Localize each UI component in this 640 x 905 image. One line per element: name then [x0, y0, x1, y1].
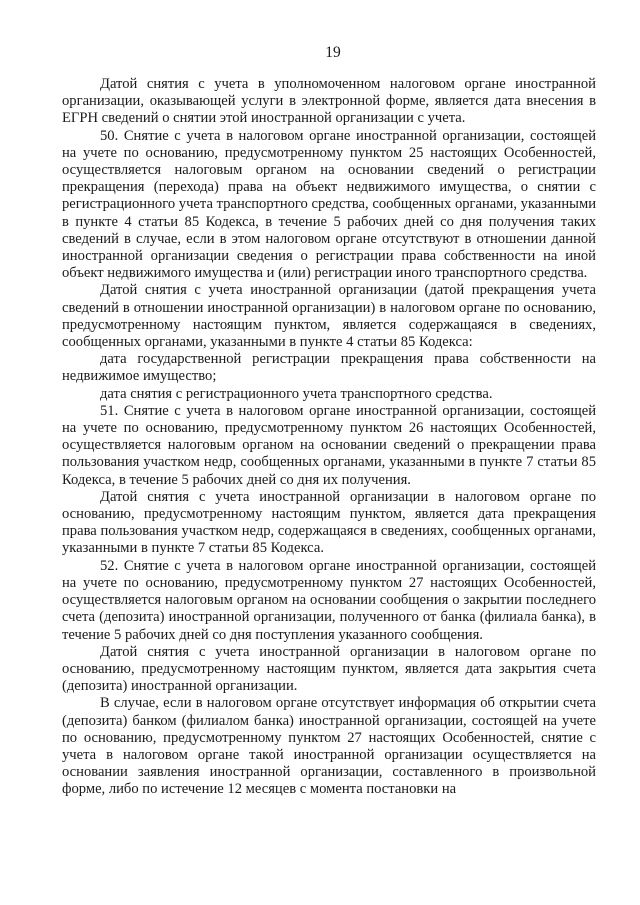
paragraph: Датой снятия с учета иностранной организации в налоговом органе по основанию, предусмотренному настоящим пунктом, является дата прекращения права пользования участком недр, содержащаяся в сведениях, сообщенных органами, указанными в пункте 7 статьи 85 Кодекса.: [62, 488, 596, 557]
paragraph: Датой снятия с учета иностранной организации (датой прекращения учета сведений в отношении иностранной организации) в налоговом органе по основанию, предусмотренному настоящим пунктом, является содержащаяся в сведениях, сообщенных органами, указанными в пункте 4 статьи 85 Кодекса:: [62, 282, 596, 351]
paragraph: дата снятия с регистрационного учета транспортного средства.: [100, 385, 493, 402]
paragraph: дата государственной регистрации прекращения права собственности на недвижимое имущество;: [62, 351, 596, 385]
document-body: [62, 76, 596, 799]
page-number: 19: [325, 44, 341, 61]
paragraph: Датой снятия с учета иностранной организации в налоговом органе по основанию, предусмотренному настоящим пунктом, является дата закрытия счета (депозита) иностранной организации.: [62, 643, 596, 695]
paragraph: 50. Снятие с учета в налоговом органе иностранной организации, состоящей на учете по основанию, предусмотренному пунктом 25 настоящих Особенностей, осуществляется налоговым органом на основании сведений о регистрации прекращения (перехода) права на объект недвижимого имущества, о снятии с регистрационного учета транспортного средства, сообщенных органами, указанными в пункте 4 статьи 85 Кодекса, в течение 5 рабочих дней со дня получения таких сведений в случае, если в этом налоговом органе отсутствуют в отношении данной иностранной организации сведения о регистрации права собственности на иной объект недвижимого имущества и (или) регистрации иного транспортного средства.: [62, 127, 596, 282]
paragraph: 52. Снятие с учета в налоговом органе иностранной организации, состоящей на учете по основанию, предусмотренному пунктом 27 настоящих Особенностей, осуществляется налоговым органом на основании сообщения о закрытии последнего счета (депозита) иностранной организации, полученного от банка (филиала банка), в течение 5 рабочих дней со дня поступления указанного сообщения.: [62, 557, 596, 643]
paragraph: Датой снятия с учета в уполномоченном налоговом органе иностранной организации, оказывающей услуги в электронной форме, является дата внесения в ЕГРН сведений о снятии этой иностранной организации с учета.: [62, 76, 596, 127]
paragraph: В случае, если в налоговом органе отсутствует информация об открытии счета (депозита) банком (филиалом банка) иностранной организации, состоящей на учете по основанию, предусмотренному пунктом 27 настоящих Особенностей, снятие с учета в налоговом органе такой иностранной организации осуществляется на основании заявления иностранной организации, составленного в произвольной форме, либо по истечение 12 месяцев с момента постановки на: [62, 695, 596, 798]
paragraph: 51. Снятие с учета в налоговом органе иностранной организации, состоящей на учете по основанию, предусмотренному пунктом 26 настоящих Особенностей, осуществляется налоговым органом на основании сведений о прекращении права пользования участком недр, сообщенных органами, указанными в пункте 7 статьи 85 Кодекса, в течение 5 рабочих дней со дня их получения.: [62, 402, 596, 488]
